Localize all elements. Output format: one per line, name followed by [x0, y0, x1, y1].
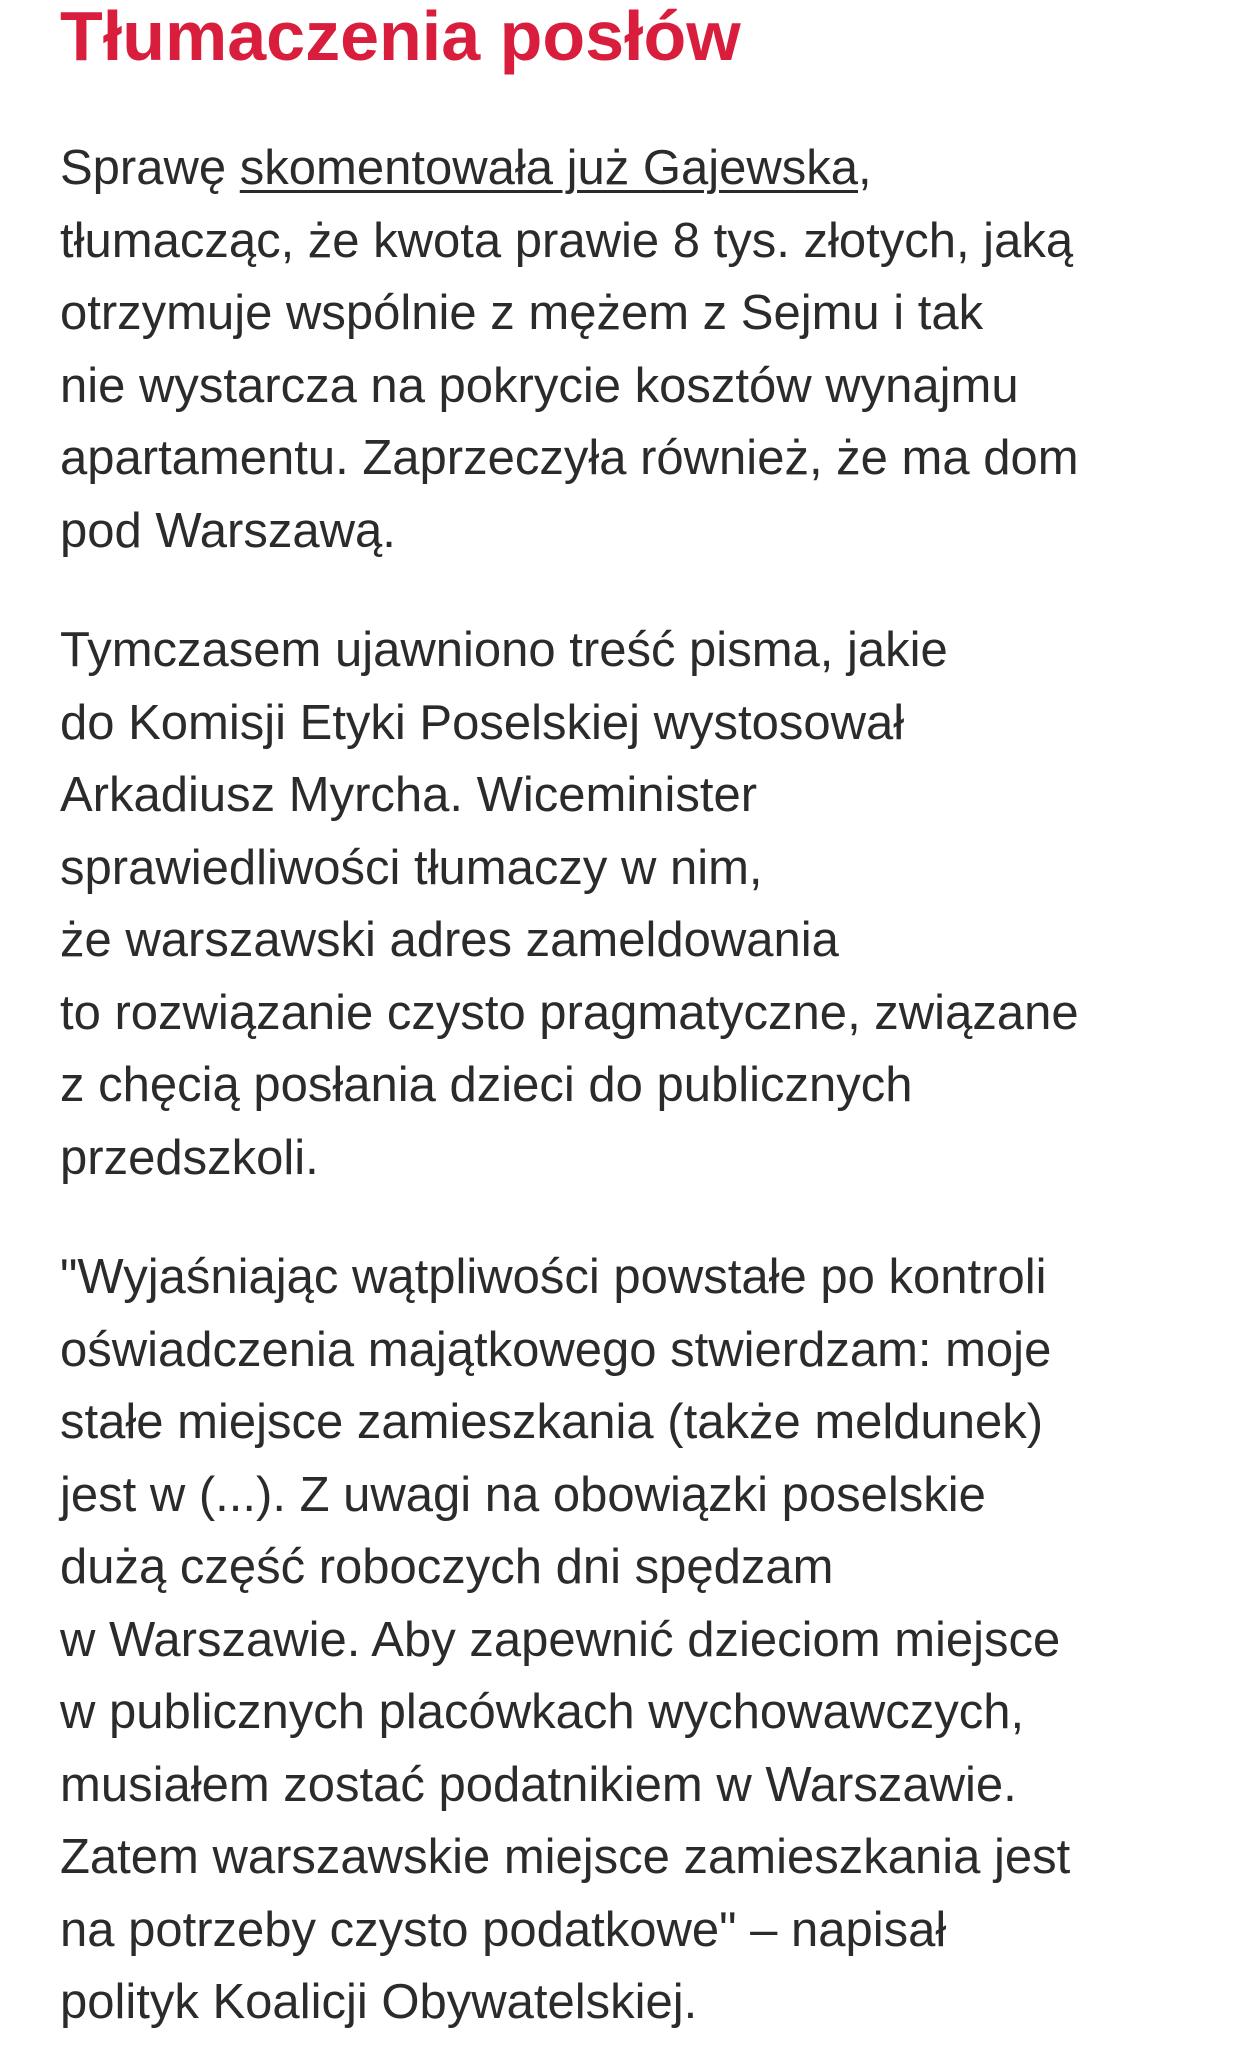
- paragraph-line: pod Warszawą.: [60, 503, 396, 558]
- paragraph-line: nie wystarcza na pokrycie kosztów wynajmu: [60, 358, 1019, 413]
- paragraph-line: dużą część roboczych dni spędzam: [60, 1540, 834, 1594]
- paragraph-line: w Warszawie. Aby zapewnić dzieciom miejsce: [60, 1612, 1061, 1667]
- paragraph-line: stałe miejsce zamieszkania (także meldunek): [60, 1395, 1044, 1449]
- article: [60, 0, 1210, 2039]
- gajewska-comment-link[interactable]: skomentowała już Gajewska: [239, 141, 858, 195]
- paragraph-line: Tymczasem ujawniono treść pisma, jakie: [60, 623, 948, 677]
- section-heading: Tłumaczenia posłów: [60, 0, 741, 75]
- paragraph-3-quote: [60, 1241, 1210, 2039]
- paragraph-1: [60, 132, 1210, 567]
- paragraph-line: otrzymuje wspólnie z mężem z Sejmu i tak: [60, 286, 984, 340]
- paragraph-line: sprawiedliwości tłumaczy w nim,: [60, 840, 763, 895]
- paragraph-line: w publicznych placówkach wychowawczych,: [60, 1685, 1025, 1739]
- paragraph-line: "Wyjaśniając wątpliwości powstałe po kontroli: [60, 1250, 1047, 1304]
- paragraph-line: na potrzeby czysto podatkowe" – napisał: [60, 1902, 947, 1957]
- paragraph-line: przedszkoli.: [60, 1130, 319, 1185]
- paragraph-line: jest w (...). Z uwagi na obowiązki poselskie: [60, 1467, 986, 1522]
- paragraph-line: Zatem warszawskie miejsce zamieszkania jest: [60, 1830, 1071, 1884]
- paragraph-line: tłumacząc, że kwota prawie 8 tys. złotych, jaką: [60, 213, 1074, 268]
- paragraph-2: [60, 614, 1210, 1194]
- paragraph-line: do Komisji Etyki Poselskiej wystosował: [60, 695, 905, 750]
- paragraph-line: Sprawę skomentowała już Gajewska,: [60, 141, 872, 195]
- paragraph-line: musiałem zostać podatnikiem w Warszawie.: [60, 1757, 1017, 1812]
- paragraph-line: że warszawski adres zameldowania: [60, 913, 839, 967]
- paragraph-line: polityk Koalicji Obywatelskiej.: [60, 1975, 698, 2029]
- paragraph-line: Arkadiusz Myrcha. Wiceminister: [60, 768, 758, 822]
- paragraph-line: apartamentu. Zaprzeczyła również, że ma dom: [60, 431, 1079, 485]
- paragraph-line: to rozwiązanie czysto pragmatyczne, związane: [60, 985, 1079, 1040]
- paragraph-line: oświadczenia majątkowego stwierdzam: moje: [60, 1322, 1052, 1377]
- paragraph-line: z chęcią posłania dzieci do publicznych: [60, 1058, 913, 1112]
